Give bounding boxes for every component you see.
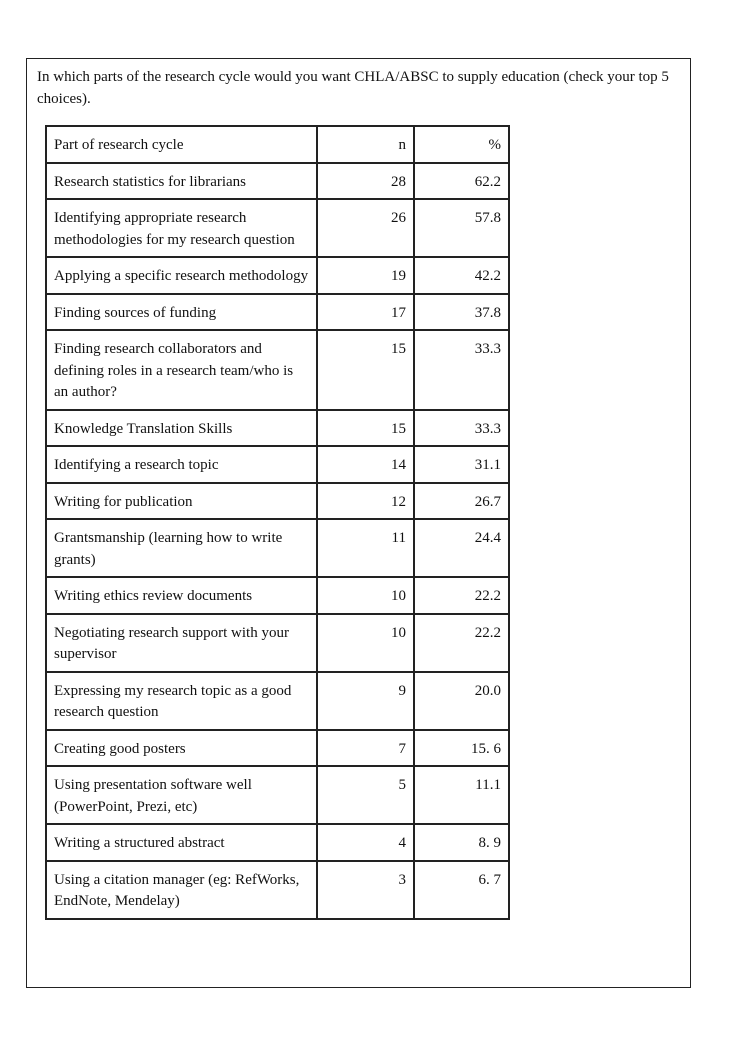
cell-percent: 33.3 xyxy=(414,410,509,447)
cell-part: Negotiating research support with your supervisor xyxy=(46,614,317,672)
cell-percent: 33.3 xyxy=(414,330,509,410)
cell-percent: 6. 7 xyxy=(414,861,509,919)
cell-n: 17 xyxy=(317,294,414,331)
table-row xyxy=(46,163,509,200)
cell-n: 5 xyxy=(317,766,414,824)
cell-part: Creating good posters xyxy=(46,730,317,767)
cell-percent: 62.2 xyxy=(414,163,509,200)
cell-percent: 31.1 xyxy=(414,446,509,483)
cell-part: Identifying a research topic xyxy=(46,446,317,483)
table-row xyxy=(46,766,509,824)
cell-part: Finding sources of funding xyxy=(46,294,317,331)
table-row xyxy=(46,483,509,520)
table-row xyxy=(46,577,509,614)
cell-n: 26 xyxy=(317,199,414,257)
table-row xyxy=(46,410,509,447)
table-row xyxy=(46,199,509,257)
cell-part: Identifying appropriate research methodologies for my research question xyxy=(46,199,317,257)
cell-percent: 26.7 xyxy=(414,483,509,520)
cell-part: Using a citation manager (eg: RefWorks, EndNote, Mendelay) xyxy=(46,861,317,919)
cell-n: 7 xyxy=(317,730,414,767)
table-row xyxy=(46,519,509,577)
results-table xyxy=(45,125,510,920)
cell-percent: 15. 6 xyxy=(414,730,509,767)
cell-part: Research statistics for librarians xyxy=(46,163,317,200)
cell-percent: 11.1 xyxy=(414,766,509,824)
cell-part: Writing ethics review documents xyxy=(46,577,317,614)
cell-n: 10 xyxy=(317,614,414,672)
table-row xyxy=(46,294,509,331)
question-text: In which parts of the research cycle would you want CHLA/ABSC to supply education (check your top 5 choices). xyxy=(37,69,669,107)
cell-n: 11 xyxy=(317,519,414,577)
cell-percent: 20.0 xyxy=(414,672,509,730)
cell-part: Writing a structured abstract xyxy=(46,824,317,861)
question-box xyxy=(26,58,691,988)
cell-percent: 42.2 xyxy=(414,257,509,294)
cell-n: 3 xyxy=(317,861,414,919)
cell-n: 4 xyxy=(317,824,414,861)
cell-percent: 37.8 xyxy=(414,294,509,331)
cell-part: Using presentation software well (PowerPoint, Prezi, etc) xyxy=(46,766,317,824)
cell-part: Knowledge Translation Skills xyxy=(46,410,317,447)
cell-n: 12 xyxy=(317,483,414,520)
table-row xyxy=(46,672,509,730)
header-percent: % xyxy=(414,126,509,163)
cell-part: Applying a specific research methodology xyxy=(46,257,317,294)
table-header-row xyxy=(46,126,509,163)
cell-percent: 8. 9 xyxy=(414,824,509,861)
header-n: n xyxy=(317,126,414,163)
cell-part: Expressing my research topic as a good research question xyxy=(46,672,317,730)
cell-n: 28 xyxy=(317,163,414,200)
table-row xyxy=(46,730,509,767)
header-part: Part of research cycle xyxy=(46,126,317,163)
cell-percent: 22.2 xyxy=(414,577,509,614)
table-row xyxy=(46,330,509,410)
cell-n: 15 xyxy=(317,410,414,447)
table-row xyxy=(46,446,509,483)
cell-n: 10 xyxy=(317,577,414,614)
table-row xyxy=(46,614,509,672)
cell-part: Grantsmanship (learning how to write grants) xyxy=(46,519,317,577)
cell-n: 15 xyxy=(317,330,414,410)
table-row xyxy=(46,861,509,919)
table-row xyxy=(46,824,509,861)
cell-percent: 24.4 xyxy=(414,519,509,577)
cell-part: Writing for publication xyxy=(46,483,317,520)
cell-n: 14 xyxy=(317,446,414,483)
table-body xyxy=(46,163,509,919)
table-row xyxy=(46,257,509,294)
cell-percent: 57.8 xyxy=(414,199,509,257)
cell-n: 19 xyxy=(317,257,414,294)
cell-percent: 22.2 xyxy=(414,614,509,672)
cell-n: 9 xyxy=(317,672,414,730)
cell-part: Finding research collaborators and defining roles in a research team/who is an author? xyxy=(46,330,317,410)
